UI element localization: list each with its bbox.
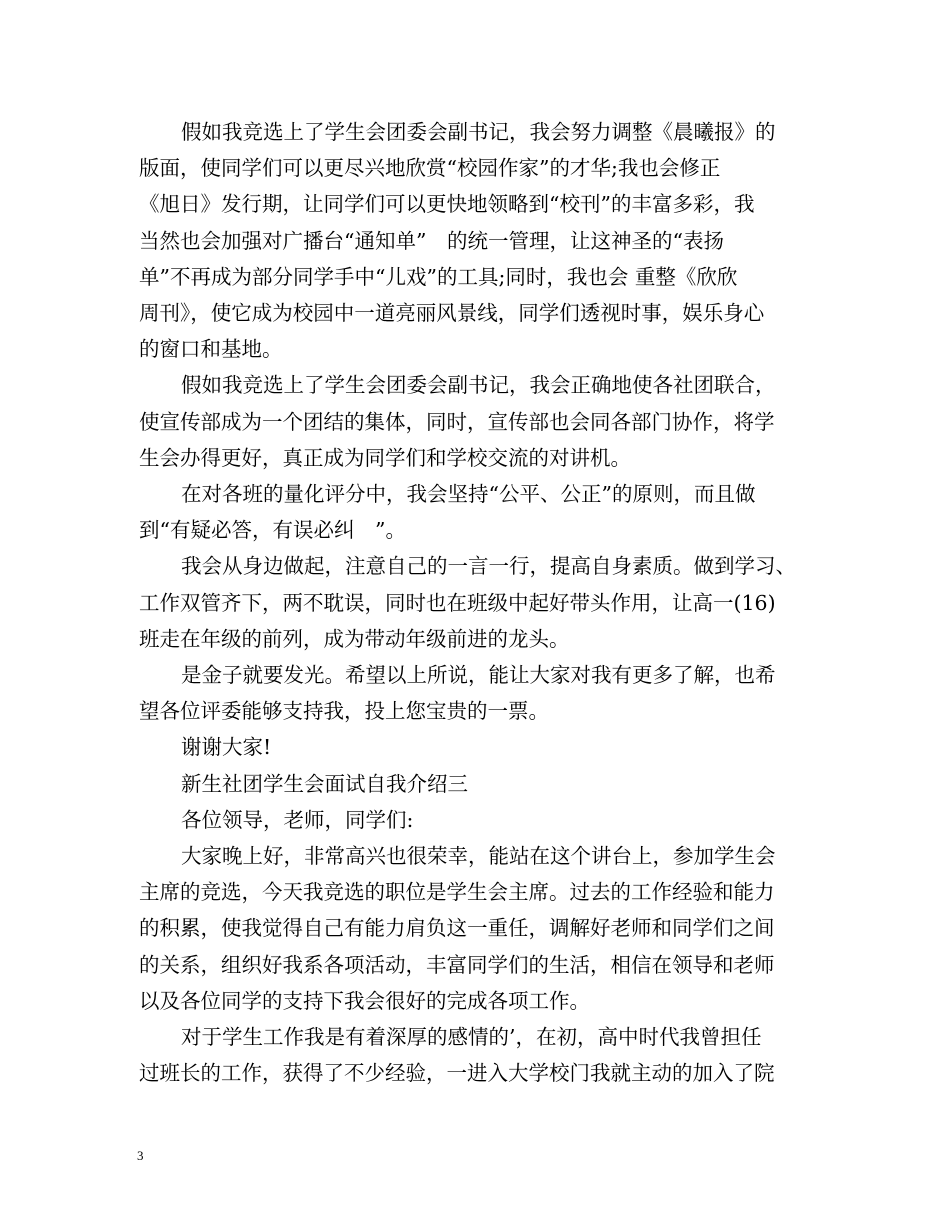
paragraph-line: 版面，使同学们可以更尽兴地欣赏“校园作家”的才华;我也会修正 <box>139 156 721 181</box>
paragraph-line: 的积累，使我觉得自己有能力肩负这一重任，调解好老师和同学们之间 <box>139 916 775 941</box>
paragraph-line: 望各位评委能够支持我，投上您宝贵的一票。 <box>139 699 549 724</box>
paragraph-line: 假如我竞选上了学生会团委会副书记，我会努力调整《晨曦报》的 <box>181 120 776 144</box>
paragraph-line: 我会从身边做起，注意自己的一言一行，提高自身素质。做到学习、 <box>181 554 796 579</box>
page-number: 3 <box>137 1148 144 1163</box>
paragraph-line: 周刊》，使它成为校园中一道亮丽风景线，同学们透视时事，娱乐身心 <box>139 301 765 326</box>
paragraph-line: 工作双管齐下，两不耽误，同时也在班级中起好带头作用，让高一(16) <box>139 590 776 615</box>
paragraph-line: 单”不再成为部分同学手中“儿戏”的工具;同时，我也会 重整《欣欣 <box>139 264 738 289</box>
paragraph-line: 对于学生工作我是有着深厚的感情的’，在初，高中时代我曾担任 <box>181 1025 762 1050</box>
paragraph-line: 在对各班的量化评分中，我会坚持“公平、公正”的原则，而且做 <box>181 482 756 507</box>
paragraph-line: 谢谢大家! <box>181 735 272 760</box>
paragraph-line: 以及各位同学的支持下我会很好的完成各项工作。 <box>139 988 590 1013</box>
paragraph-line: 假如我竞选上了学生会团委会副书记，我会正确地使各社团联合， <box>181 373 776 398</box>
paragraph-line: 大家晚上好，非常高兴也很荣幸，能站在这个讲台上，参加学生会 <box>181 844 776 869</box>
paragraph-line: 主席的竞选，今天我竞选的职位是学生会主席。过去的工作经验和能力 <box>139 880 775 905</box>
paragraph-line: 使宣传部成为一个团结的集体，同时，宣传部也会同各部门协作，将学 <box>139 409 775 434</box>
paragraph-line: 过班长的工作，获得了不少经验，一进入大学校门我就主动的加入了院 <box>139 1061 775 1086</box>
paragraph-line: 的关系，组织好我系各项活动，丰富同学们的生活，相信在领导和老师 <box>139 952 775 977</box>
paragraph-line: 生会办得更好，真正成为同学们和学校交流的对讲机。 <box>139 445 631 470</box>
paragraph-line: 是金子就要发光。希望以上所说，能让大家对我有更多了解，也希 <box>181 663 776 688</box>
paragraph-line: 到“有疑必答，有误必纠 ”。 <box>139 518 406 543</box>
paragraph-line: 当然也会加强对广播台“通知单” 的统一管理，让这神圣的“表扬 <box>139 228 724 253</box>
paragraph-line: 的窗口和基地。 <box>139 337 283 362</box>
body-text <box>139 114 817 1091</box>
paragraph-line: 《旭日》发行期，让同学们可以更快地领略到“校刊”的丰富多彩，我 <box>139 192 755 217</box>
paragraph-line: 新生社团学生会面试自我介绍三 <box>181 771 468 796</box>
paragraph-line: 班走在年级的前列，成为带动年级前进的龙头。 <box>139 626 570 651</box>
paragraph-line: 各位领导，老师，同学们: <box>181 807 414 832</box>
